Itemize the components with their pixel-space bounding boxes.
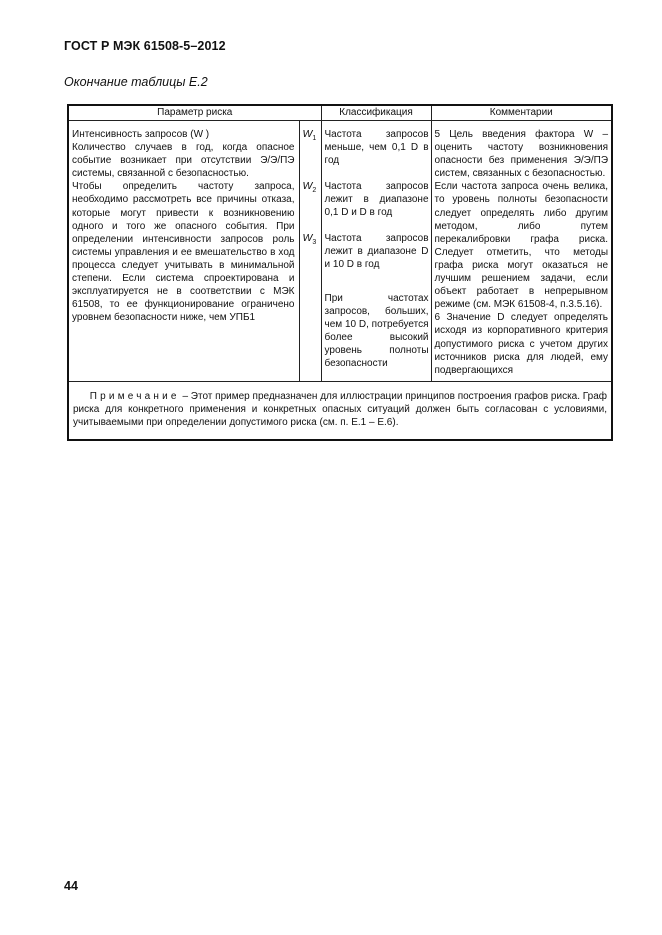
- w2-label: $W_2$: [302, 180, 317, 195]
- parameter-explanation: Чтобы определить частоту запроса, необходимо рассмотреть все причины отказа, которые могут привести к возникновению одного и того же опасного события. При определении интенсивности запросов роль системы управления и ее вмешательство в ход процесса следует учитывать в минимальной степени. Если система спроектирована и эксплуатируется не в соответствии с МЭК 61508, то ее функционирование ограничено уровнем безопасности ниже, чем УПБ1: [72, 181, 295, 324]
- w-label-cell: [299, 121, 321, 382]
- column-header-comments: Комментарии: [431, 105, 612, 121]
- w1-label: $W_1$: [302, 128, 317, 143]
- parameter-title: Интенсивность запросов (W ): [72, 129, 210, 140]
- classification-cell: [321, 121, 431, 382]
- table-caption: Окончание таблицы Е.2: [64, 75, 208, 89]
- comment-5-continued: Если частота запроса очень велика, то уровень полноты безопасности следует определять либо другим методом, либо путем перекалибровки графа риска. Следует отметить, что методы графа риска могут оказаться не лучшим решением задачи, если объект работает в непрерывном режиме (см. МЭК 61508-4, п.3.5.16).: [434, 181, 609, 311]
- w3-label: $W_3$: [302, 232, 317, 247]
- note-label: Примечание: [89, 390, 180, 402]
- note-row: [68, 381, 612, 440]
- comments-cell: [431, 121, 612, 382]
- column-header-classification: Классификация: [321, 105, 431, 121]
- table-header-row: [68, 105, 612, 121]
- parameter-cell: [68, 121, 299, 382]
- classification-w1: Частота запросов меньше, чем 0,1 D в год: [324, 129, 429, 167]
- note-text: – Этот пример предназначен для иллюстрации принципов построения графов риска. Граф риска для конкретного применения и конкретных опасных ситуаций должен быть согласован с условиями, учитываемыми при определении допустимого риска (см. п. Е.1 – Е.6).: [73, 390, 608, 428]
- risk-parameter-table: [67, 104, 613, 441]
- document-header: ГОСТ Р МЭК 61508-5–2012: [64, 39, 226, 53]
- classification-high: При частотах запросов, больших, чем 10 D, потребуется более высокий уровень полноты безопасности: [324, 293, 429, 370]
- classification-w2: Частота запросов лежит в диапазоне 0,1 D и D в год: [324, 181, 429, 219]
- column-header-parameter: Параметр риска: [68, 105, 321, 121]
- parameter-definition: Количество случаев в год, когда опасное событие возникает при отсутствии Э/Э/ПЭ системы, связанной с безопасностью.: [72, 142, 295, 180]
- table-row: [68, 121, 612, 382]
- comment-6: 6 Значение D следует определять исходя из корпоративного критерия допустимого риска с учетом других источников риска для людей, ему подвергающихся: [434, 312, 609, 376]
- comment-5: 5 Цель введения фактора W – оценить частоту возникновения опасности без применения Э/Э/ПЭ систем, связанных с безопасностью.: [434, 129, 609, 180]
- table-note: [68, 381, 612, 440]
- page-number: 44: [64, 879, 78, 893]
- classification-w3: Частота запросов лежит в диапазоне D и 10 D в год: [324, 233, 429, 271]
